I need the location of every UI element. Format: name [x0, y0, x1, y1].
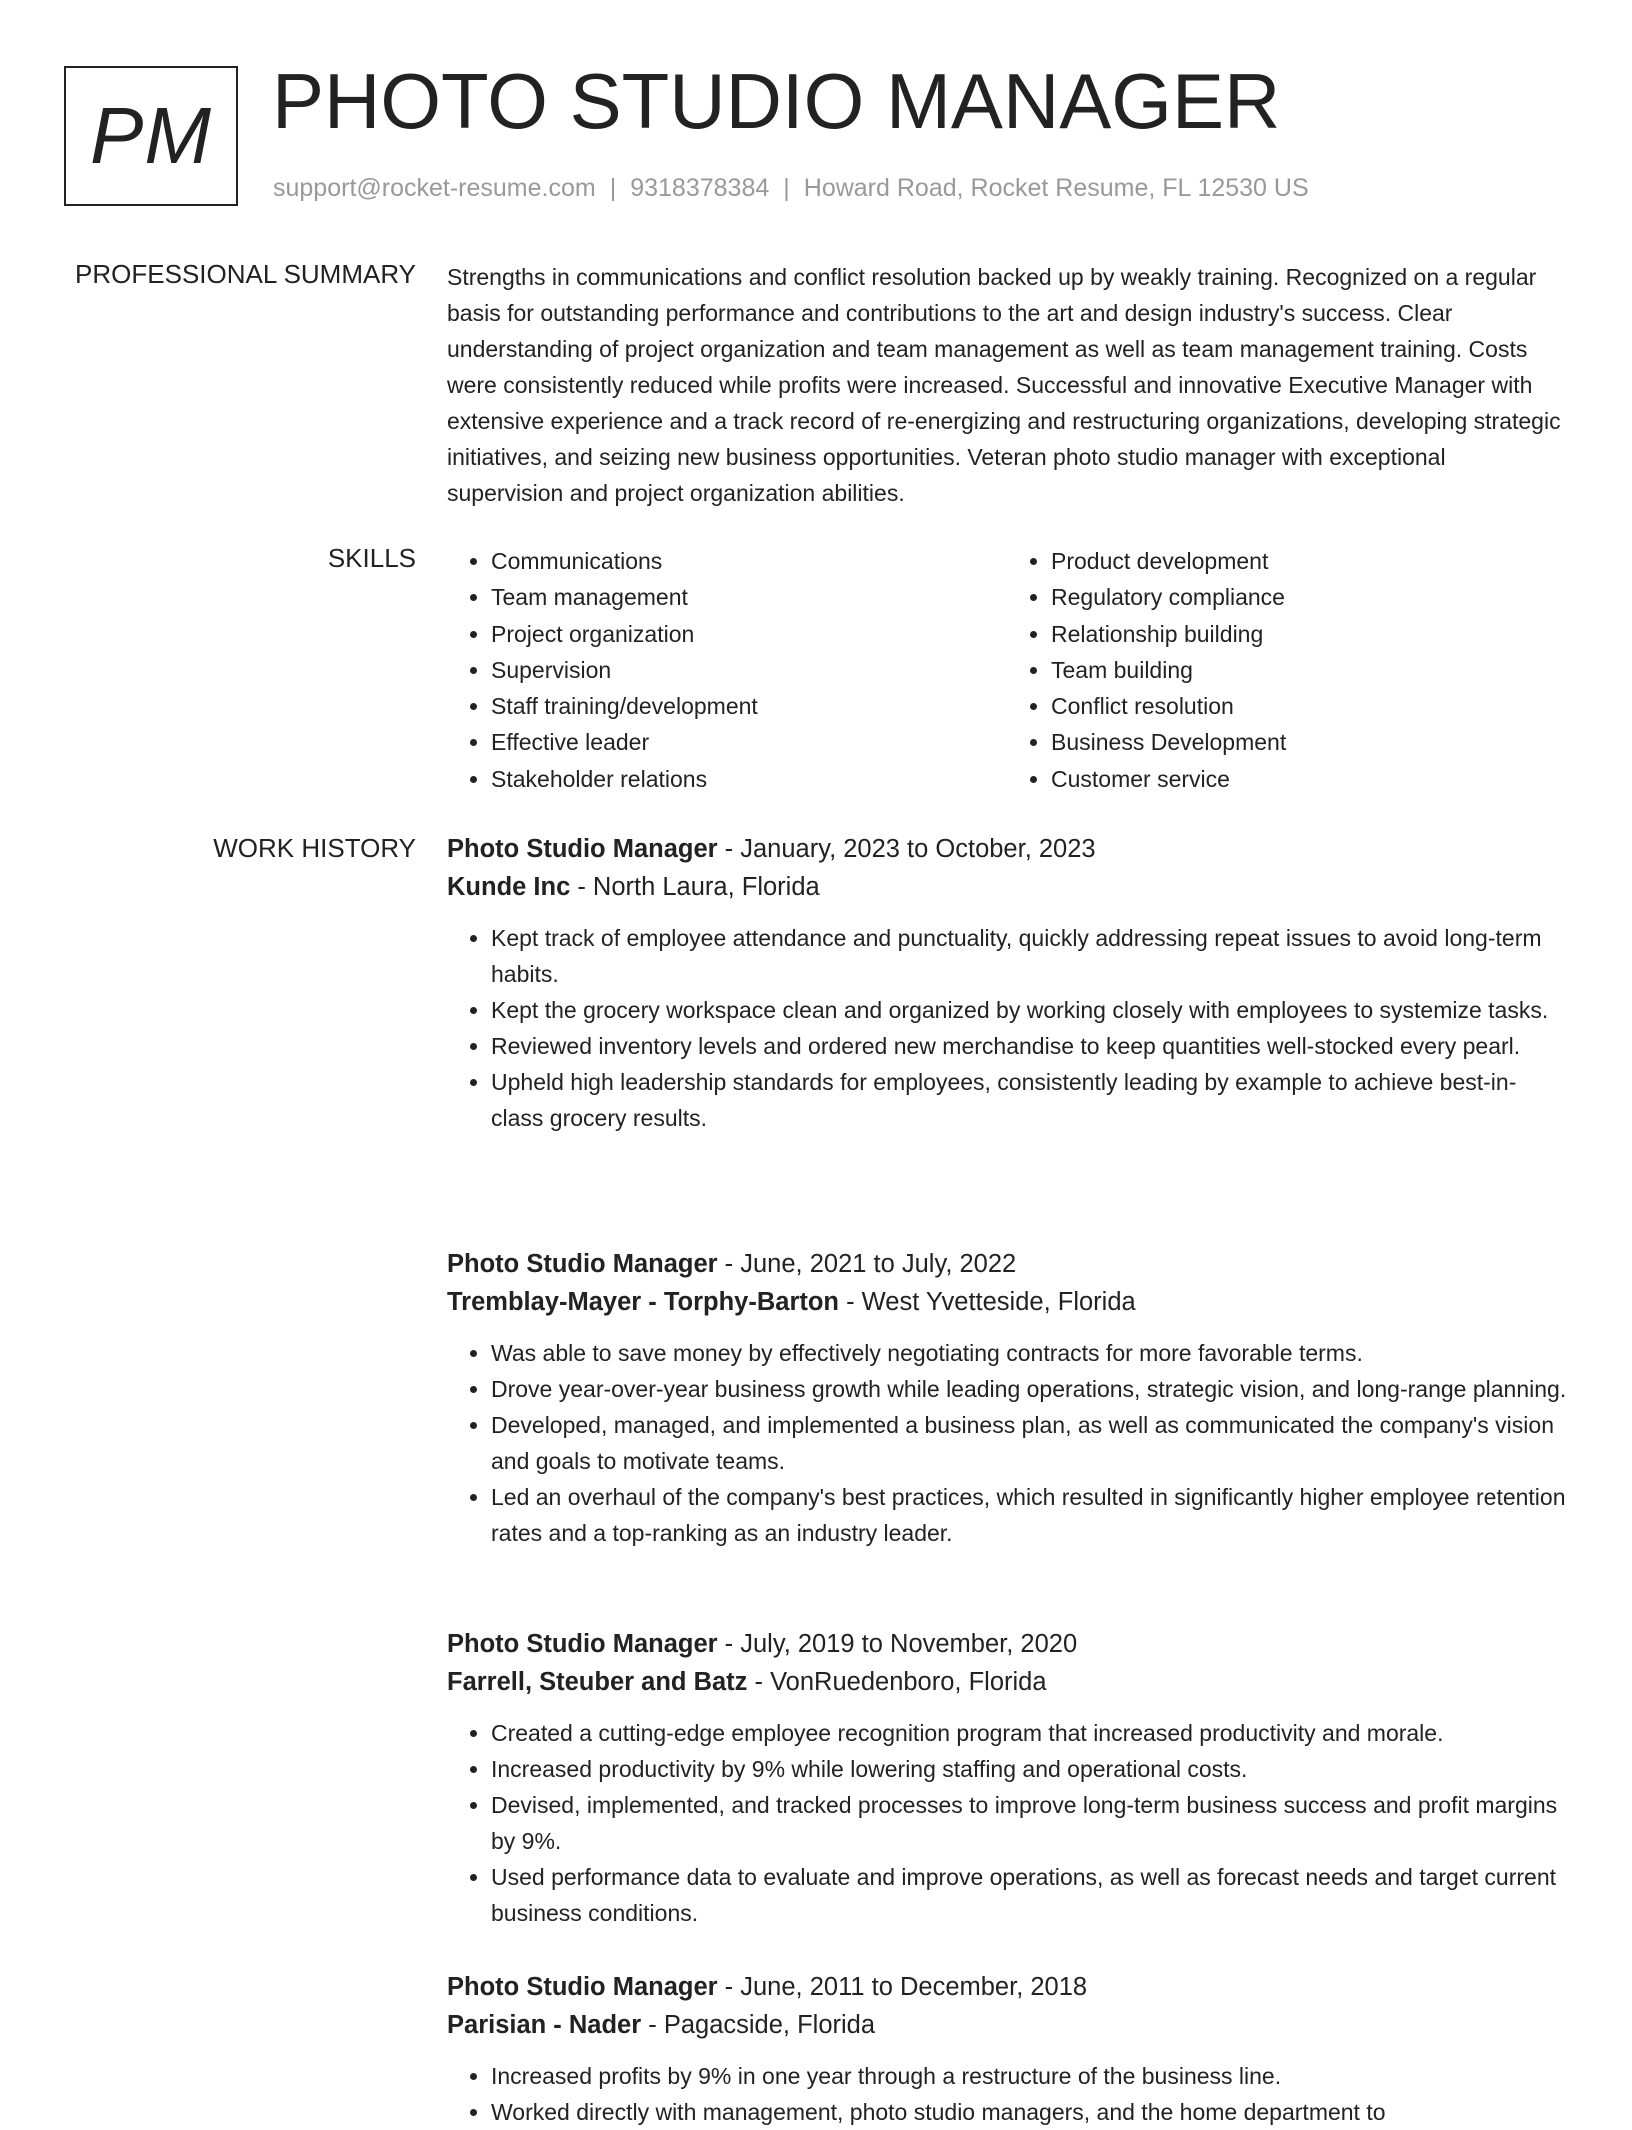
- contact-separator: |: [609, 174, 617, 202]
- company-name: Kunde Inc: [447, 873, 571, 901]
- job-bullet: • Was able to save money by effectively negotiating contracts for more favorable terms.: [491, 1335, 1567, 1371]
- job-bullet: • Created a cutting-edge employee recognition program that increased productivity and morale.: [491, 1715, 1567, 1751]
- company-line: [447, 1283, 1567, 1321]
- job-title-line: [447, 1625, 1567, 1663]
- job-dates: - June, 2011 to December, 2018: [717, 1973, 1088, 2001]
- job-title: Photo Studio Manager: [447, 1973, 718, 2001]
- skill-item: • Stakeholder relations: [491, 761, 1007, 797]
- job-bullet: • Worked directly with management, photo studio managers, and the home department to: [491, 2094, 1567, 2130]
- job-bullet: • Upheld high leadership standards for employees, consistently leading by example to achieve best-in-class grocery results.: [491, 1064, 1567, 1136]
- company-location: - West Yvetteside, Florida: [839, 1288, 1136, 1316]
- job-bullet: • Drove year-over-year business growth while leading operations, strategic vision, and long-range planning.: [491, 1371, 1567, 1407]
- skills-list-left: [447, 543, 1007, 797]
- job-title: Photo Studio Manager: [447, 1250, 718, 1278]
- company-location: - VonRuedenboro, Florida: [747, 1668, 1047, 1696]
- section-title-skills: SKILLS: [327, 543, 416, 573]
- job-bullet: • Reviewed inventory levels and ordered new merchandise to keep quantities well-stocked every pearl.: [491, 1028, 1567, 1064]
- skill-item: • Effective leader: [491, 724, 1007, 760]
- job-bullets: [447, 1715, 1567, 1931]
- job-bullet: • Kept track of employee attendance and punctuality, quickly addressing repeat issues to avoid long-term habits.: [491, 920, 1567, 992]
- job-bullet: • Increased productivity by 9% while lowering staffing and operational costs.: [491, 1751, 1567, 1787]
- job-title-line: [447, 1968, 1567, 2006]
- skill-item: • Regulatory compliance: [1051, 579, 1567, 615]
- company-name: Farrell, Steuber and Batz: [447, 1668, 748, 1696]
- summary-block: [447, 259, 1567, 511]
- skill-item: • Project organization: [491, 616, 1007, 652]
- contact-email: support@rocket-resume.com: [273, 174, 596, 202]
- job-title: Photo Studio Manager: [447, 835, 718, 863]
- company-line: [447, 2006, 1567, 2044]
- job-dates: - January, 2023 to October, 2023: [717, 835, 1096, 863]
- company-location: - North Laura, Florida: [570, 873, 820, 901]
- contact-line: [273, 174, 1309, 203]
- job-dates: - June, 2021 to July, 2022: [717, 1250, 1017, 1278]
- company-line: [447, 1663, 1567, 1701]
- skills-block: [447, 543, 1567, 797]
- job-bullet: • Devised, implemented, and tracked processes to improve long-term business success and profit margins by 9%.: [491, 1787, 1567, 1859]
- job-bullet: • Led an overhaul of the company's best practices, which resulted in significantly higher employee retention rates and a top-ranking as an industry leader.: [491, 1479, 1567, 1551]
- section-title-summary: PROFESSIONAL SUMMARY: [75, 259, 416, 289]
- company-name: Tremblay-Mayer - Torphy-Barton: [447, 1288, 840, 1316]
- job-entry: [447, 1245, 1567, 1551]
- skill-item: • Staff training/development: [491, 688, 1007, 724]
- company-name: Parisian - Nader: [447, 2011, 642, 2039]
- skill-item: • Communications: [491, 543, 1007, 579]
- job-bullets: [447, 1335, 1567, 1551]
- summary-text: Strengths in communications and conflict resolution backed up by weakly training. Recognized on a regular basis for outstanding performance and contributions to the art and design industry's success. Clear understanding of project organization and team management as well as team management training. Costs were consistently reduced while profits were increased. Successful and innovative Executive Manager with extensive experience and a track record of re-energizing and restructuring organizations, developing strategic initiatives, and seizing new business opportunities. Veteran photo studio manager with exceptional supervision and project organization abilities.: [447, 264, 1561, 506]
- skill-item: • Relationship building: [1051, 616, 1567, 652]
- skill-item: • Team building: [1051, 652, 1567, 688]
- monogram-initials: PM: [90, 91, 212, 180]
- job-bullet: • Used performance data to evaluate and improve operations, as well as forecast needs and target current business conditions.: [491, 1859, 1567, 1931]
- job-title: Photo Studio Manager: [447, 1630, 718, 1658]
- company-location: - Pagacside, Florida: [641, 2011, 876, 2039]
- job-bullet: • Increased profits by 9% in one year through a restructure of the business line.: [491, 2058, 1567, 2094]
- skill-item: • Business Development: [1051, 724, 1567, 760]
- resume-title: PHOTO STUDIO MANAGER: [272, 57, 1281, 145]
- job-entry: [447, 830, 1567, 1136]
- contact-phone: 9318378384: [630, 174, 770, 202]
- job-entry: [447, 1968, 1567, 2130]
- skill-item: • Supervision: [491, 652, 1007, 688]
- monogram-box: [64, 66, 238, 206]
- skill-item: • Customer service: [1051, 761, 1567, 797]
- job-bullet: • Developed, managed, and implemented a business plan, as well as communicated the company's vision and goals to motivate teams.: [491, 1407, 1567, 1479]
- job-entry: [447, 1625, 1567, 1931]
- job-bullets: [447, 920, 1567, 1136]
- job-dates: - July, 2019 to November, 2020: [717, 1630, 1078, 1658]
- skill-item: • Conflict resolution: [1051, 688, 1567, 724]
- job-title-line: [447, 1245, 1567, 1283]
- skill-item: • Product development: [1051, 543, 1567, 579]
- skills-list-right: [1007, 543, 1567, 797]
- section-title-work: WORK HISTORY: [213, 833, 416, 863]
- job-bullet: • Kept the grocery workspace clean and organized by working closely with employees to systemize tasks.: [491, 992, 1567, 1028]
- job-bullets: [447, 2058, 1567, 2130]
- skill-item: • Team management: [491, 579, 1007, 615]
- company-line: [447, 868, 1567, 906]
- contact-address: Howard Road, Rocket Resume, FL 12530 US: [803, 174, 1309, 202]
- job-title-line: [447, 830, 1567, 868]
- contact-separator: |: [783, 174, 790, 202]
